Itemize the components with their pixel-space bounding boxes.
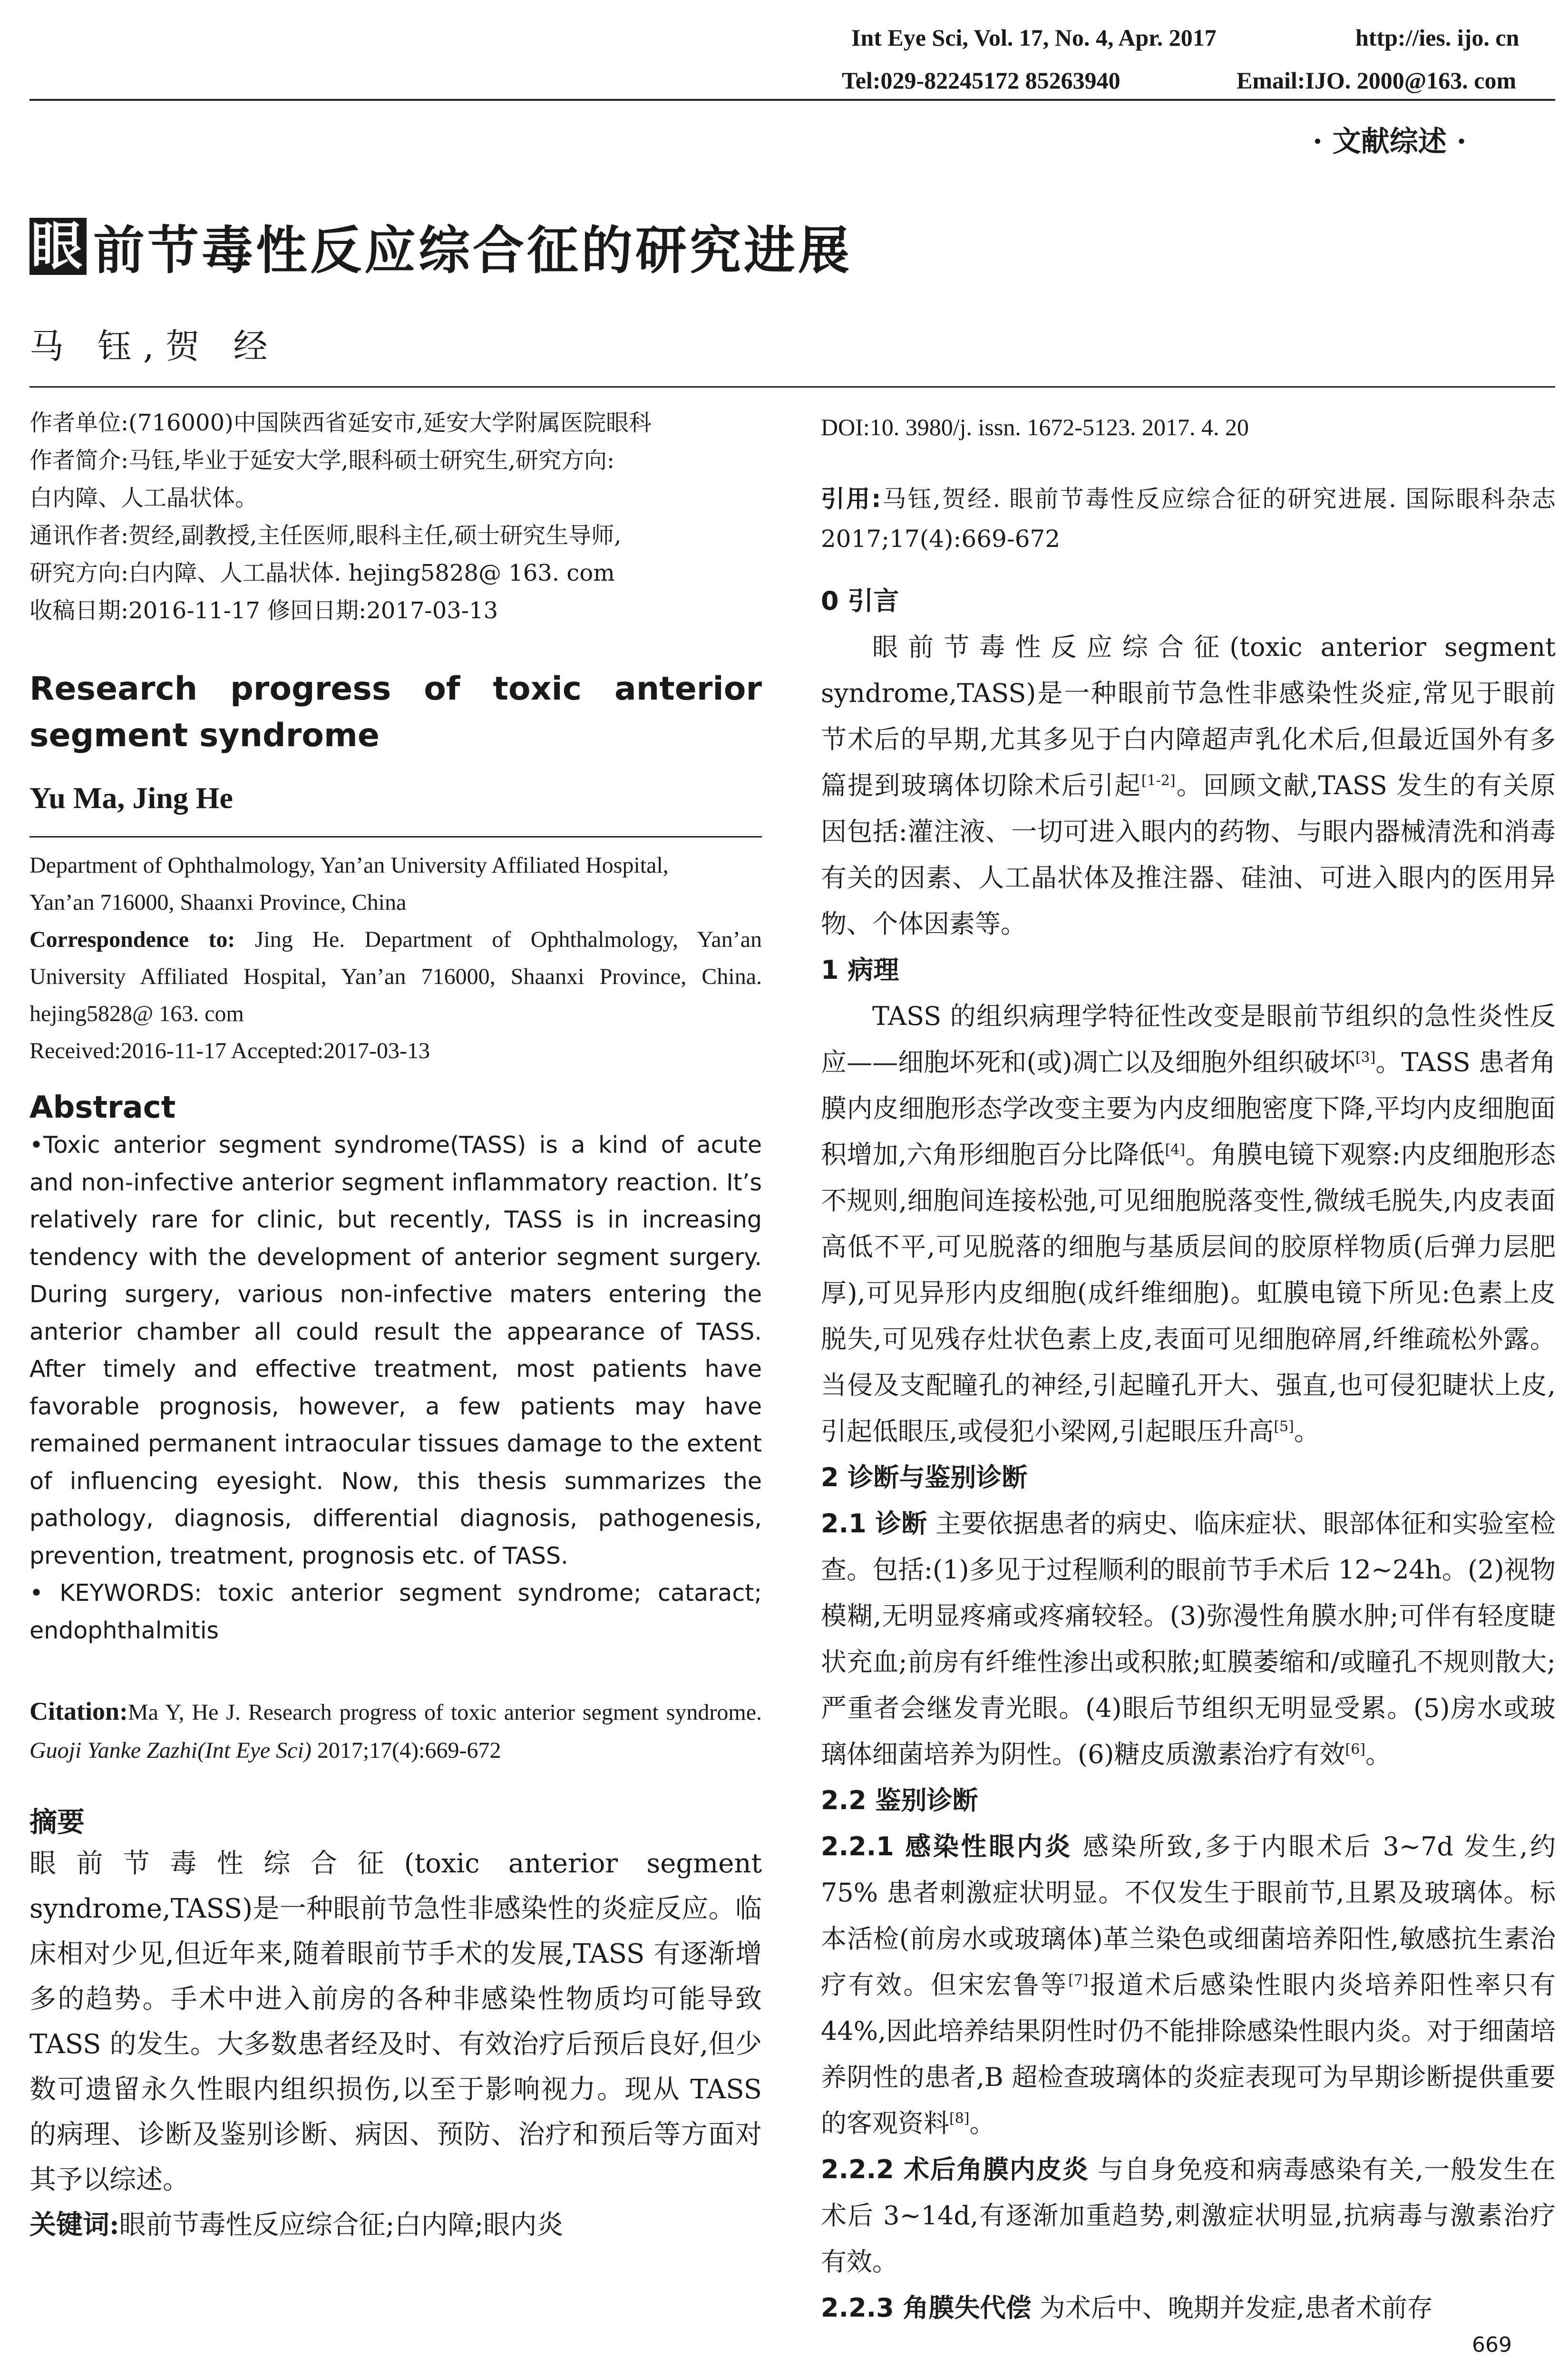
affiliation-line: Yan’an 716000, Shaanxi Province, China	[29, 890, 407, 915]
affiliation-line: Department of Ophthalmology, Yan’an University Affiliated Hospital,	[29, 853, 669, 878]
reference-8[interactable]: [8]	[949, 2110, 970, 2127]
cite-cn-text: 马钰,贺经. 眼前节毒性反应综合征的研究进展. 国际眼科杂志 2017;17(4):669-672	[821, 485, 1556, 553]
left-column	[29, 404, 762, 2248]
cite-cn-label: 引用:	[821, 485, 881, 513]
english-title-line1: Research progress of toxic anterior	[29, 670, 762, 708]
cn-keywords-text: 眼前节毒性反应综合征;白内障;眼内炎	[119, 2210, 564, 2241]
subsection-label: 2.1 诊断	[821, 1509, 927, 1539]
endotheliitis-paragraph	[821, 2146, 1556, 2285]
english-authors: Yu Ma, Jing He	[29, 781, 233, 815]
reference-6[interactable]: [6]	[1345, 1741, 1365, 1758]
section-tag: · 文献综述 ·	[1313, 125, 1467, 158]
citation-journal: Guoji Yanke Zazhi(Int Eye Sci)	[29, 1738, 312, 1763]
abstract-body: •Toxic anterior segment syndrome(TASS) is a kind of acute and non-infective anterior segment inflammatory reaction. It’s relatively rare for clinic, but recently, TASS is in increasing tendency with the development of anterior segment surgery. During surgery, various non-infective maters entering the anterior chamber all could result the appearance of TASS. After timely and effective treatment, most patients have favorable prognosis, however, a few patients may have remained permanent intraocular tissues damage to the extent of influencing eyesight. Now, this thesis summarizes the pathology, diagnosis, differential diagnosis, pathogenesis, prevention, treatment, prognosis etc. of TASS.	[29, 1131, 762, 1569]
paragraph-text: 报道术后感染性眼内炎培养阳性率只有 44%,因此培养结果阴性时仍不能排除感染性眼内炎。对于细菌培养阴性的患者,B 超检查玻璃体的炎症表现可为早期诊断提供重要的客观资料	[821, 1970, 1556, 2138]
intro-text: 眼前节毒性反应综合征(toxic anterior segment syndrome,TASS)是一种眼前节急性非感染性炎症,常见于眼前节术后的早期,尤其多见于白内障超声乳化术后,但最近国外有多篇提到玻璃体切除术后引起	[821, 632, 1556, 800]
section-heading-differential: 2.2 鉴别诊断	[821, 1785, 978, 1815]
cite-cn	[821, 479, 1556, 559]
keywords: • KEYWORDS: toxic anterior segment syndrome; cataract; endophthalmitis	[29, 1579, 762, 1644]
citation-label: Citation:	[29, 1697, 128, 1725]
english-title-line2: segment syndrome	[29, 717, 380, 754]
intro-paragraph	[821, 624, 1556, 947]
section-heading-intro: 0 引言	[821, 586, 899, 616]
cn-keywords	[29, 2202, 762, 2248]
english-affiliation	[29, 847, 762, 1070]
article-title	[29, 209, 852, 283]
author-intro-line: 白内障、人工晶状体。	[29, 485, 258, 511]
page-number: 669	[1472, 2333, 1512, 2357]
received-accepted: Received:2016-11-17 Accepted:2017-03-13	[29, 1038, 430, 1063]
paragraph-text: 。	[969, 2108, 995, 2138]
corresponding-author-line: 研究方向:白内障、人工晶状体. hejing5828@ 163. com	[29, 560, 615, 586]
author-intro-line: 作者简介:马钰,毕业于延安大学,眼科硕士研究生,研究方向:	[29, 447, 615, 474]
journal-citation-header: Int Eye Sci, Vol. 17, No. 4, Apr. 2017	[851, 24, 1217, 51]
section-heading-pathology: 1 病理	[821, 955, 899, 985]
decompensation-paragraph	[821, 2285, 1556, 2331]
pathology-paragraph	[821, 993, 1556, 1454]
citation-text: Ma Y, He J. Research progress of toxic anterior segment syndrome.	[127, 1700, 762, 1725]
reference-1-2[interactable]: [1-2]	[1141, 772, 1176, 789]
infective-endophthalmitis-paragraph	[821, 1823, 1556, 2146]
section-heading-diagnosis: 2 诊断与鉴别诊断	[821, 1462, 1028, 1492]
paragraph-text: 为术后中、晚期并发症,患者术前存	[1031, 2293, 1433, 2323]
paragraph-text: 与自身免疫和病毒感染有关,一般发生在术后 3~14d,有逐渐加重趋势,刺激症状明显,抗病毒与激素治疗有效。	[821, 2154, 1556, 2277]
journal-tel: Tel:029-82245172 85263940	[842, 67, 1120, 94]
reference-5[interactable]: [5]	[1274, 1418, 1294, 1435]
paragraph-text: 感染所致,多于内眼术后 3~7d 发生,约 75% 患者刺激症状明显。不仅发生于眼前节,且累及玻璃体。标本活检(前房水或玻璃体)革兰染色或细菌培养阳性,敏感抗生素治疗有效。但宋宏鲁等	[821, 1831, 1556, 2000]
diagnosis-text: 主要依据患者的病史、临床症状、眼部体征和实验室检查。包括:(1)多见于过程顺利的眼前节手术后 12~24h。(2)视物模糊,无明显疼痛或疼痛较轻。(3)弥漫性角膜水肿;可伴有轻度睫状充血;前房有纤维性渗出或积脓;虹膜萎缩和/或瞳孔不规则散大;严重者会继发青光眼。(4)眼后节组织无明显受累。(5)房水或玻璃体细菌培养为阴性。(6)糖皮质激素治疗有效	[821, 1509, 1556, 1769]
affiliation-line: 作者单位:(716000)中国陕西省延安市,延安大学附属医院眼科	[29, 409, 652, 436]
cn-abstract-heading: 摘要	[29, 1806, 85, 1838]
intro-text: 。回顾文献,TASS 发生的有关原因包括:灌注液、一切可进入眼内的药物、与眼内器械清洗和消毒有关的因素、人工晶状体及推注器、硅油、可进入眼内的医用异物、个体因素等。	[821, 770, 1556, 939]
citation-tail: 2017;17(4):669-672	[311, 1738, 501, 1763]
corresponding-author-line: 通讯作者:贺经,副教授,主任医师,眼科主任,硕士研究生导师,	[29, 522, 622, 549]
cn-abstract-body: 眼前节毒性综合征(toxic anterior segment syndrome,TASS)是一种眼前节急性非感染性的炎症反应。临床相对少见,但近年来,随着眼前节手术的发展,TASS 有逐渐增多的趋势。手术中进入前房的各种非感染性物质均可能导致 TASS 的发生。大多数患者经及时、有效治疗后预后良好,但少数可遗留永久性眼内组织损伤,以至于影响视力。现从 TASS 的病理、诊断及鉴别诊断、病因、预防、治疗和预后等方面对其予以综述。	[29, 1848, 762, 2195]
title-rule	[29, 386, 1555, 388]
pathology-text: 。角膜电镜下观察:内皮细胞形态不规则,细胞间连接松弛,可见细胞脱落变性,微绒毛脱失,内皮表面高低不平,可见脱落的细胞与基质层间的胶原样物质(后弹力层肥厚),可见异形内皮细胞(成纤维细胞)。虹膜电镜下所见:色素上皮脱失,可见残存灶状色素上皮,表面可见细胞碎屑,纤维疏松外露。当侵及支配瞳孔的神经,引起瞳孔开大、强直,也可侵犯睫状上皮,引起低眼压,或侵犯小梁网,引起眼压升高	[821, 1140, 1556, 1446]
subsection-label: 2.2.1 感染性眼内炎	[821, 1831, 1073, 1861]
correspondence-label: Correspondence to:	[29, 927, 235, 952]
reference-3[interactable]: [3]	[1355, 1049, 1376, 1066]
correspondence-text: Jing He. Department of Ophthalmology, Yan’an University Affiliated Hospital, Yan’an 716000, Shaanxi Province, China. hejing5828@ 163. com	[29, 927, 762, 1026]
right-column	[821, 404, 1556, 2331]
received-date-cn: 收稿日期:2016-11-17 修回日期:2017-03-13	[29, 597, 498, 624]
citation	[29, 1692, 762, 1770]
pathology-text: 。	[1294, 1416, 1320, 1446]
pathology-text: TASS 的组织病理学特征性改变是眼前节组织的急性炎性反应——细胞坏死和(或)凋亡以及细胞外组织破坏	[821, 1001, 1556, 1077]
diagnosis-text: 。	[1365, 1739, 1391, 1769]
title-initial: 眼	[29, 218, 87, 275]
pathology-text: 。TASS 患者角膜内皮细胞形态学改变主要为内皮细胞密度下降,平均内皮细胞面积增加,六角形细胞百分比降低	[821, 1047, 1556, 1169]
journal-url[interactable]: http://ies. ijo. cn	[1355, 24, 1519, 51]
diagnosis-paragraph	[821, 1500, 1556, 1777]
reference-7[interactable]: [7]	[1068, 1972, 1089, 1988]
cn-keywords-label: 关键词:	[29, 2209, 119, 2241]
header-rule	[29, 99, 1555, 101]
author-info-cn	[29, 404, 762, 630]
article-authors: 马 钰,贺 经	[29, 326, 279, 366]
subsection-label: 2.2.3 角膜失代偿	[821, 2293, 1032, 2323]
correspondence	[29, 921, 762, 1033]
abstract-heading: Abstract	[29, 1090, 176, 1125]
journal-email[interactable]: Email:IJO. 2000@163. com	[1237, 67, 1517, 94]
doi[interactable]: DOI:10. 3980/j. issn. 1672-5123. 2017. 4. 20	[821, 414, 1249, 440]
reference-4[interactable]: [4]	[1165, 1141, 1186, 1158]
title-text: 前节毒性反应综合征的研究进展	[93, 221, 853, 281]
subsection-label: 2.2.2 术后角膜内皮炎	[821, 2154, 1089, 2184]
